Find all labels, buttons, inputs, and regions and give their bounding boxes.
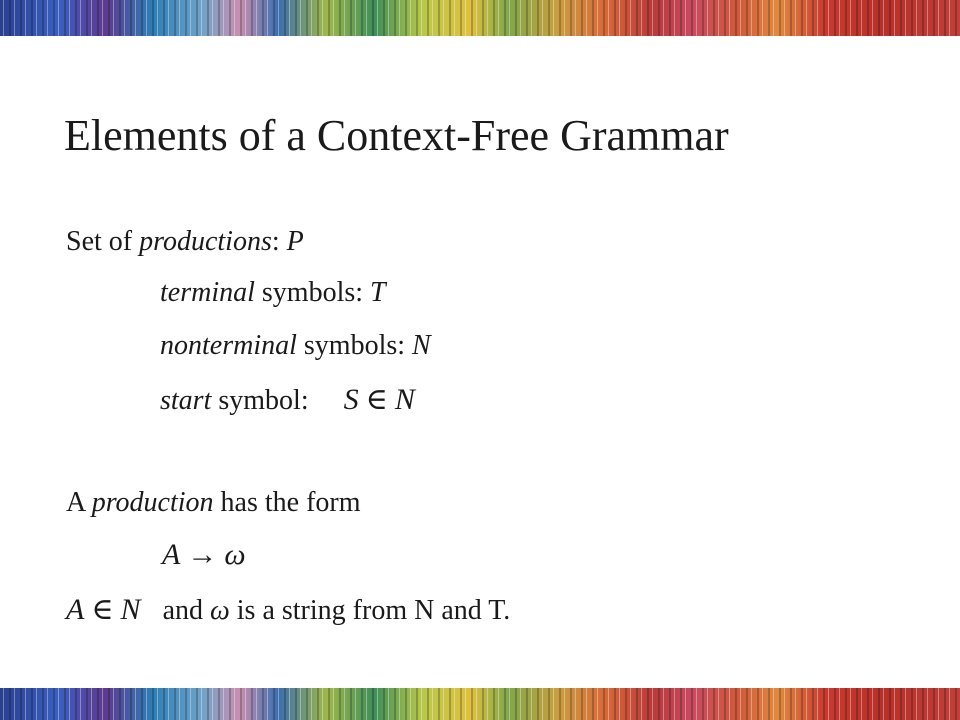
element-of-symbol: ∈ <box>365 383 388 416</box>
start-math-n: N <box>394 383 415 416</box>
start-symbol-line <box>160 383 415 418</box>
productions-term: productions <box>139 226 272 257</box>
terminal-term: terminal <box>160 277 255 308</box>
terminal-text: symbols: <box>254 277 371 308</box>
condition-line <box>66 593 510 628</box>
start-text: symbol: <box>211 385 316 416</box>
nonterminal-line <box>160 329 431 363</box>
condition-element-of-symbol: ∈ <box>91 593 114 626</box>
arrow-symbol: → <box>187 538 218 571</box>
bottom-decorative-stripe <box>0 688 960 720</box>
nonterminal-term: nonterminal <box>160 330 297 361</box>
rule-left: A <box>162 538 181 571</box>
condition-math-a: A <box>66 593 85 626</box>
production-form-suffix: has the form <box>213 487 361 518</box>
condition-math-n: N <box>120 593 141 626</box>
production-rule-formula <box>162 538 246 573</box>
start-term: start <box>160 385 212 416</box>
productions-line <box>66 225 304 259</box>
condition-rest: is a string from N and T. <box>229 595 511 626</box>
nonterminal-symbol: N <box>412 330 431 361</box>
productions-symbol: P <box>286 226 304 257</box>
top-decorative-stripe <box>0 0 960 36</box>
production-form-line <box>66 486 361 520</box>
productions-sep: : <box>271 226 287 257</box>
terminal-symbol: T <box>370 277 386 308</box>
rule-right-omega: ω <box>224 538 246 571</box>
production-term: production <box>91 487 214 518</box>
condition-and: and <box>162 595 210 626</box>
production-form-prefix: A <box>66 487 92 518</box>
productions-prefix: Set of <box>66 226 140 257</box>
terminal-line <box>160 276 386 310</box>
condition-omega: ω <box>210 595 230 626</box>
nonterminal-text: symbols: <box>296 330 413 361</box>
start-math-s: S <box>343 383 359 416</box>
slide-title: Elements of a Context-Free Grammar <box>64 111 729 160</box>
